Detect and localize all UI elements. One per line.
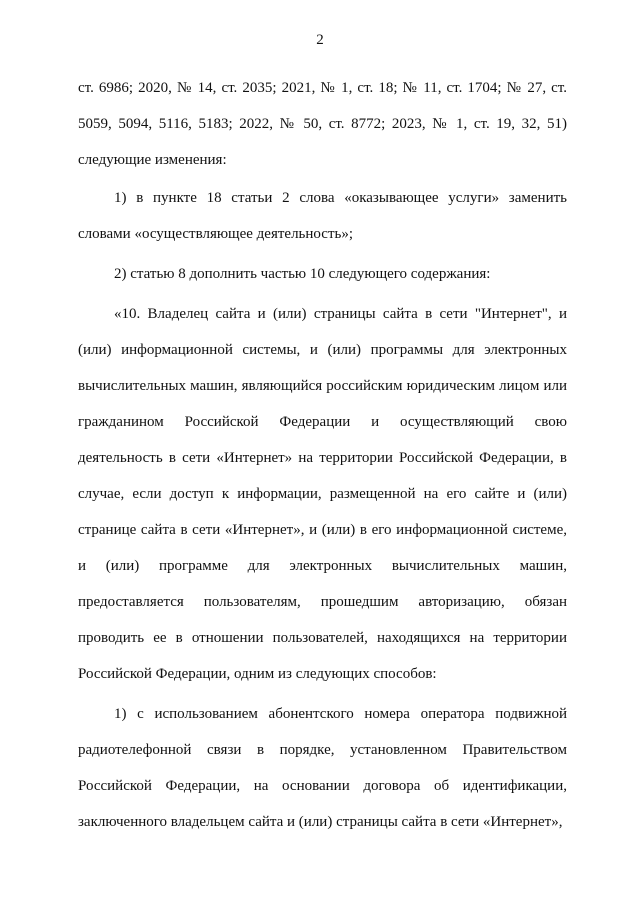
page-number: 2: [316, 32, 324, 48]
paragraph-item-1: 1) в пункте 18 статьи 2 слова «оказывающее услуги» заменить словами «осуществляющее деятельность»;: [78, 189, 567, 242]
paragraph-amendments-intro: ст. 6986; 2020, № 14, ст. 2035; 2021, № 1, ст. 18; № 11, ст. 1704; № 27, ст. 5059, 5094, 5116, 5183; 2022, № 50, ст. 8772; 2023, № 1, ст. 19, 32, 51) следующие изменения:: [78, 80, 567, 168]
paragraph-subitem-1: 1) с использованием абонентского номера оператора подвижной радиотелефонной связи в порядке, установленном Правительством Российской Федерации, на основании договора об идентификации, заключенного владельцем сайта и (или) страницы сайта в сети «Интернет»,: [78, 705, 567, 830]
paragraph-item-2: 2) статью 8 дополнить частью 10 следующего содержания:: [114, 265, 491, 282]
document-body: [78, 70, 567, 841]
paragraph-part-10: «10. Владелец сайта и (или) страницы сайта в сети "Интернет", и (или) информационной системы, и (или) программы для электронных вычислительных машин, являющийся российским юридическим лицом или гражданином Российской Федерации и осуществляющий свою деятельность в сети «Интернет» на территории Российской Федерации, в случае, если доступ к информации, размещенной на его сайте и (или) странице сайта в сети «Интернет», и (или) в его информационной системе, и (или) программе для электронных вычислительных машин, предоставляется пользователям, прошедшим авторизацию, обязан проводить ее в отношении пользователей, находящихся на территории Российской Федерации, одним из следующих способов:: [78, 305, 567, 682]
